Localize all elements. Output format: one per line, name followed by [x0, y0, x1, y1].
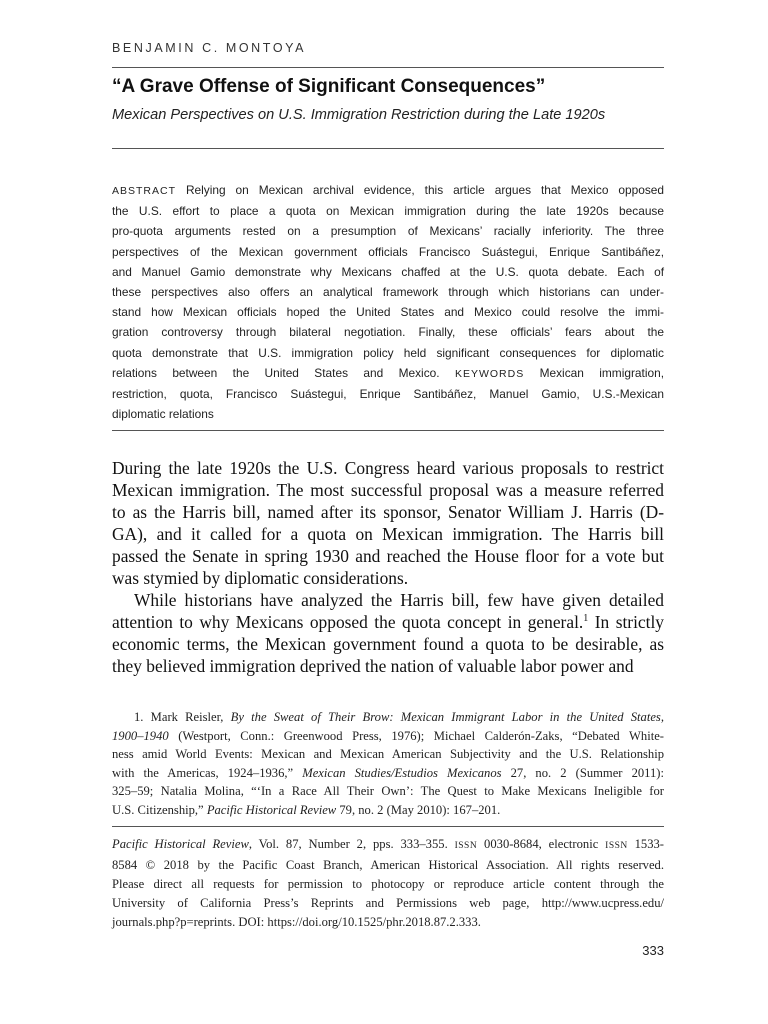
- text-segment: 1533-: [627, 837, 664, 851]
- footnote-marker: 1: [583, 613, 589, 625]
- section-label: ABSTRACT: [112, 185, 177, 197]
- text-segment: diplomatic relations: [112, 407, 214, 422]
- text-segment: and Manuel Gamio demonstrate why Mexicans chaffed at the U.S. quota debate. Each of: [112, 264, 664, 279]
- text-segment: While historians have analyzed the Harris bill, few have given detailed: [134, 590, 664, 610]
- text-segment: 1900–1940: [112, 728, 169, 743]
- text-line: [112, 913, 664, 932]
- text-line: [112, 745, 664, 764]
- text-segment: stand how Mexican officials hoped the United States and Mexico could resolve the immi-: [112, 305, 664, 320]
- text-segment: economic terms, the Mexican government found a quota to be desirable, as: [112, 634, 664, 654]
- text-line: [112, 343, 664, 363]
- text-segment: ISSN: [454, 841, 478, 851]
- text-segment: relations between the United States and Mexico.: [112, 365, 455, 380]
- page-number: 333: [642, 943, 664, 958]
- text-segment: 79, no. 2 (May 2010): 167–201.: [336, 802, 501, 817]
- text-segment: Mexican immigration. The most successful proposal was a measure referred: [112, 480, 664, 500]
- text-segment: U.S. Citizenship,”: [112, 802, 207, 817]
- text-line: [112, 708, 664, 727]
- text-line: [112, 523, 664, 545]
- text-line: [112, 363, 664, 384]
- journal-footer: [112, 835, 664, 932]
- text-line: [112, 611, 664, 633]
- section-label: KEYWORDS: [454, 367, 525, 380]
- text-line: [112, 262, 664, 282]
- text-line: [112, 201, 664, 221]
- text-line: [112, 764, 664, 783]
- text-line: [112, 835, 664, 856]
- text-line: [112, 180, 664, 201]
- text-segment: attention to why Mexicans opposed the quota concept in general.: [112, 612, 584, 632]
- text-segment: 1. Mark Reisler,: [134, 710, 231, 724]
- text-segment: GA), and it called for a quota on Mexican immigration. The Harris bill: [112, 524, 664, 544]
- text-line: [112, 242, 664, 262]
- header-divider: [112, 67, 664, 68]
- abstract-top-divider: [112, 148, 664, 149]
- text-line: [112, 801, 664, 820]
- footnote-divider: [112, 826, 664, 827]
- text-segment: 8584 © 2018 by the Pacific Coast Branch, American Historical Association. All rights reserved.: [112, 858, 664, 872]
- text-segment: (Westport, Conn.: Greenwood Press, 1976); Michael Calderón-Zaks, “Debated White-: [168, 728, 664, 743]
- text-line: [112, 856, 664, 875]
- text-segment: Relying on Mexican archival evidence, this article argues that Mexico opposed: [176, 183, 664, 197]
- text-line: [112, 302, 664, 322]
- text-segment: pro-quota arguments rested on a presumption of Mexicans’ racially inferiority. The three: [112, 224, 664, 239]
- article-subtitle: Mexican Perspectives on U.S. Immigration Restriction during the Late 1920s: [112, 107, 606, 123]
- text-segment: restriction, quota, Francisco Suástegui, Enrique Santibáñez, Manuel Gamio, U.S.-Mexican: [112, 387, 664, 402]
- text-segment: journals.php?p=reprints. DOI: https://doi.org/10.1525/phr.2018.87.2.333.: [112, 915, 481, 929]
- text-segment: gration controversy through bilateral negotiation. Finally, these officials’ fears about the: [112, 325, 664, 340]
- text-segment: In strictly: [588, 612, 665, 632]
- text-segment: to as the Harris bill, named after its sponsor, Senator William J. Harris (D-: [112, 502, 664, 522]
- text-line: [112, 875, 664, 894]
- text-line: [112, 727, 664, 746]
- text-line: [112, 457, 664, 479]
- text-line: [112, 479, 664, 501]
- text-segment: Mexican immigration,: [524, 365, 664, 380]
- text-line: [112, 894, 664, 913]
- text-segment: 27, no. 2 (Summer 2011):: [501, 765, 664, 780]
- text-segment: the U.S. effort to place a quota on Mexican immigration during the late 1920s because: [112, 204, 664, 219]
- text-segment: , Vol. 87, Number 2, pps. 333–355.: [248, 837, 455, 851]
- text-segment: passed the Senate in spring 1930 and reached the House floor for a vote but: [112, 546, 664, 566]
- text-segment: perspectives of the Mexican government officials Francisco Suástegui, Enrique Santibáñez,: [112, 244, 664, 259]
- text-segment: Pacific Historical Review: [206, 802, 337, 817]
- text-line: [112, 633, 664, 655]
- text-segment: they believed immigration deprived the nation of valuable labor power and: [112, 656, 634, 676]
- text-segment: University of California Press’s Reprints and Permissions web page, http://www.ucpress.edu/: [112, 896, 664, 910]
- text-segment: quota demonstrate that U.S. immigration policy held significant consequences for diplomatic: [112, 345, 664, 360]
- article-title: “A Grave Offense of Significant Consequences”: [112, 76, 546, 97]
- text-line: [112, 655, 664, 677]
- text-segment: with the Americas, 1924–1936,”: [112, 765, 303, 780]
- text-line: [112, 282, 664, 302]
- text-segment: Pacific Historical Review: [112, 837, 249, 851]
- text-segment: these perspectives also offers an analytical framework through which historians can under-: [112, 285, 664, 300]
- body-text: [112, 457, 664, 677]
- text-line: [112, 404, 664, 424]
- text-segment: Mexican Studies/Estudios Mexicanos: [302, 765, 502, 780]
- author-name: BENJAMIN C. MONTOYA: [112, 41, 307, 55]
- text-line: [112, 545, 664, 567]
- text-segment: 0030-8684, electronic: [477, 837, 606, 851]
- text-segment: Please direct all requests for permission to photocopy or reproduce article content through the: [112, 877, 664, 891]
- text-line: [112, 322, 664, 342]
- text-segment: 325–59; Natalia Molina, “‘In a Race All Their Own’: The Quest to Make Mexicans Ineligible for: [112, 784, 664, 799]
- abstract: [112, 180, 664, 424]
- text-line: [112, 567, 664, 589]
- text-segment: ness amid World Events: Mexican and Mexican American Subjectivity and the U.S. Relationship: [112, 747, 664, 762]
- text-segment: By the Sweat of Their Brow: Mexican Immigrant Labor in the United States,: [230, 710, 664, 724]
- abstract-bottom-divider: [112, 430, 664, 431]
- text-line: [112, 782, 664, 801]
- footnote: [112, 708, 664, 820]
- text-line: [112, 589, 664, 611]
- text-segment: ISSN: [605, 841, 628, 851]
- text-line: [112, 221, 664, 241]
- text-segment: was stymied by diplomatic considerations.: [112, 568, 409, 588]
- text-line: [112, 501, 664, 523]
- text-line: [112, 384, 664, 404]
- text-segment: During the late 1920s the U.S. Congress heard various proposals to restrict: [112, 458, 664, 478]
